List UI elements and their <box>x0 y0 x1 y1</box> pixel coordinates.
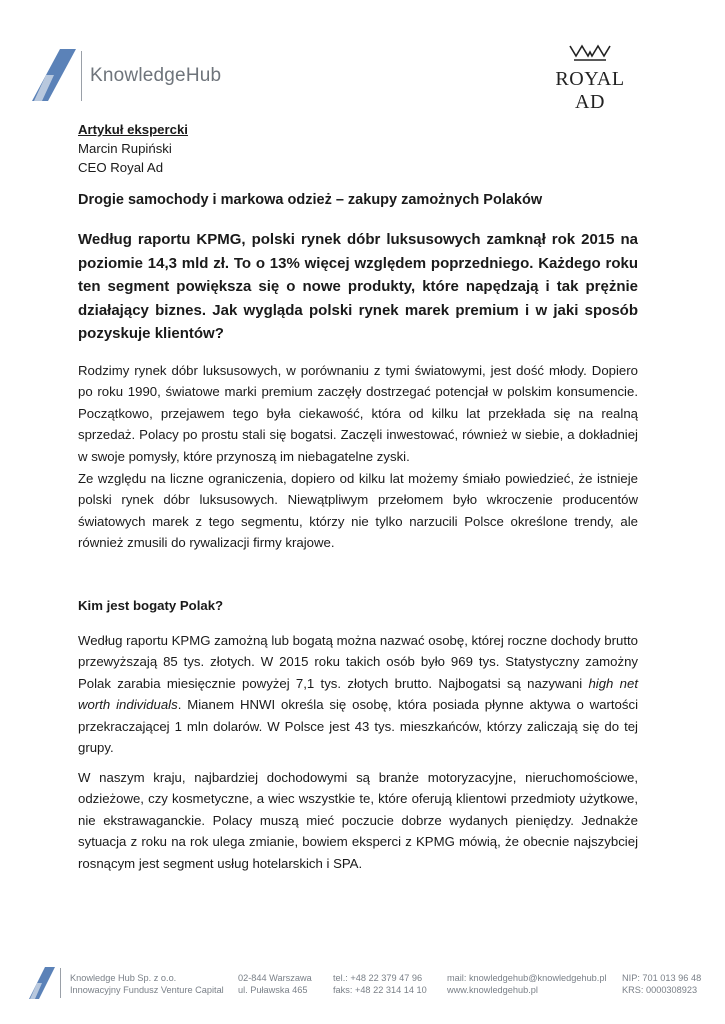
footer-company-desc: Innowacyjny Fundusz Venture Capital <box>70 985 224 995</box>
paragraph-2: Ze względu na liczne ograniczenia, dopiero od kilku lat możemy śmiało powiedzieć, że istnieje polski rynek dóbr luksusowych. Niewątpliwym przełomem było wkroczenie producentów światowych marek z tego segmentu, którzy nie tylko narzucili Polsce określone trendy, ale również zmusili do rywalizacji firmy krajowe. <box>78 471 638 551</box>
page-footer <box>0 966 725 1006</box>
paragraph-4: W naszym kraju, najbardziej dochodowymi są branże motoryzacyjne, nieruchomościowe, odzieżowe, czy kosmetyczne, a wiec wszystkie te, które oferują klientowi przedmioty użytkowe, nie ekstrawaganckie. Polacy muszą mieć poczucie dobrze wydanych pieniędzy. Jednakże sytuacja z roku na rok ulega zmianie, bowiem eksperci z KPMG mówią, że obecnie najszybciej rosnącym jest segment usług hotelarskich i SPA. <box>78 770 638 871</box>
crown-icon <box>568 42 612 64</box>
knowledgehub-logo <box>30 47 220 107</box>
paragraph-3 <box>78 630 638 758</box>
section-heading: Kim jest bogaty Polak? <box>78 598 224 613</box>
article-type-label: Artykuł ekspercki <box>78 122 188 137</box>
footer-mail[interactable]: mail: knowledgehub@knowledgehub.pl <box>447 973 607 983</box>
article-title: Drogie samochody i markowa odzież – zakupy zamożnych Polaków <box>78 192 543 208</box>
footer-logo-icon <box>28 966 56 1000</box>
footer-street: ul. Puławska 465 <box>238 985 308 995</box>
footer-divider <box>60 968 61 998</box>
paragraph-1: Rodzimy rynek dóbr luksusowych, w porównaniu z tymi światowymi, jest dość młody. Dopiero po roku 1990, światowe marki premium zaczęły dostrzegać potencjał w polskim konsumencie. Początkowo, przejawem tego była ciekawość, która od kilku lat przekłada się na realną sprzedaż. Polacy po prostu stali się bogatsi. Zaczęli inwestować, również w siebie, a dokładniej w swoje pomysły, które przynoszą im niebagatelne zyski. <box>78 363 638 464</box>
footer-tel: tel.: +48 22 379 47 96 <box>333 973 423 983</box>
author-name: Marcin Rupiński <box>78 141 172 156</box>
footer-fax: faks: +48 22 314 14 10 <box>333 985 427 995</box>
paragraph-3-text-b: . Mianem HNWI określa się osobę, która posiada płynne aktywa o wartości przekraczającej 1 mln dolarów. W Polsce jest 43 tys. mieszkańców, którzy zaliczają się do tej grupy. <box>78 697 639 756</box>
footer-phones <box>333 972 427 996</box>
footer-krs: KRS: 0000308923 <box>622 985 698 995</box>
knowledgehub-logo-text: KnowledgeHub <box>90 65 222 86</box>
paragraph-3-italic: high net worth individuals <box>78 675 638 713</box>
footer-address <box>238 972 312 996</box>
footer-registration <box>622 972 701 996</box>
footer-www[interactable]: www.knowledgehub.pl <box>447 985 538 995</box>
article-lead: Według raportu KPMG, polski rynek dóbr luksusowych zamknął rok 2015 na poziomie 14,3 mld zł. To o 13% więcej względem poprzedniego. Każdego roku ten segment powiększa się o nowe produkty, które napędzają i tak prężnie działający biznes. Jak wygląda polski rynek marek premium i w jaki sposób pozyskuje klientów? <box>78 231 638 343</box>
paragraph-3-text-a: Według raportu KPMG zamożną lub bogatą można nazwać osobę, której roczne dochody brutto przewyższają 85 tys. złotych. W 2015 roku takich osób było 969 tys. Statystyczny zamożny Polak zarabia miesięcznie powyżej 7,1 tys. złotych brutto. Najbogatsi są nazywani <box>78 633 638 691</box>
footer-city: 02-844 Warszawa <box>238 973 312 983</box>
royal-ad-logo <box>540 42 640 113</box>
royal-ad-logo-text: ROYAL AD <box>555 68 625 113</box>
logo-divider <box>81 51 82 101</box>
footer-company-name: Knowledge Hub Sp. z o.o. <box>70 973 177 983</box>
footer-nip: NIP: 701 013 96 48 <box>622 973 702 983</box>
article-meta <box>78 120 638 177</box>
footer-contact <box>447 972 607 996</box>
author-role: CEO Royal Ad <box>78 160 164 175</box>
footer-company <box>70 972 224 996</box>
knowledgehub-mark-icon <box>30 47 78 103</box>
